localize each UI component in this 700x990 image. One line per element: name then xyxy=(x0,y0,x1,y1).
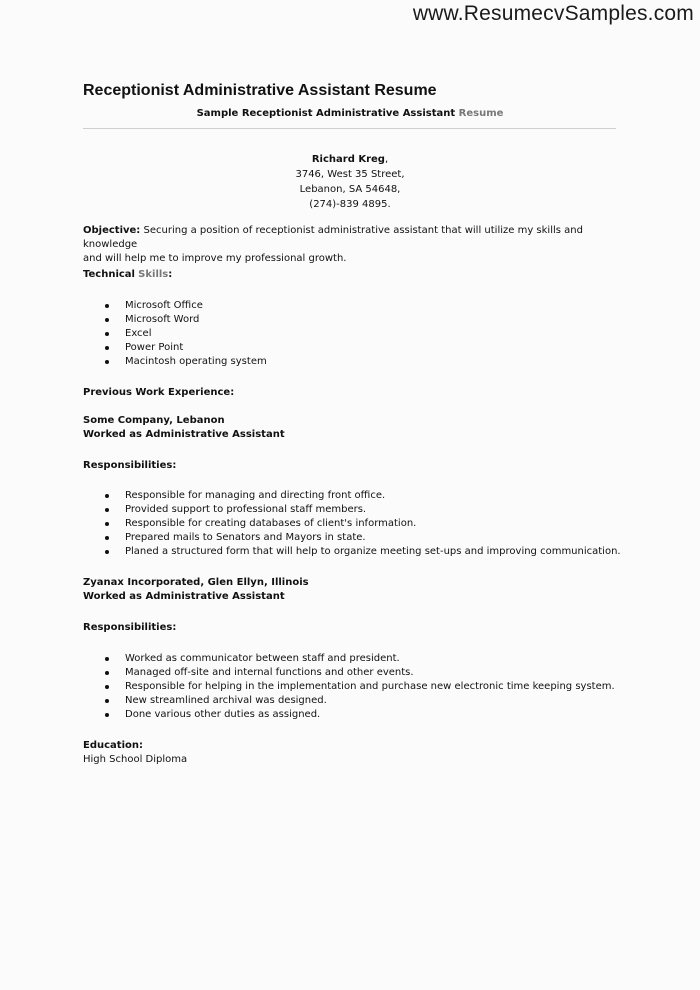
skills-label-c: : xyxy=(168,269,173,280)
bullet-icon xyxy=(105,332,109,336)
page-title: Receptionist Administrative Assistant Resume xyxy=(83,82,437,99)
list-item: Planed a structured form that will help to organize meeting set-ups and improving communication. xyxy=(83,545,617,559)
bullet-icon xyxy=(105,685,109,689)
objective-text-2: and will help me to improve my professional growth. xyxy=(83,253,347,264)
bullet-icon xyxy=(105,536,109,540)
list-item: Responsible for creating databases of client's information. xyxy=(83,517,617,531)
skills-heading xyxy=(83,268,617,282)
bullet-icon xyxy=(105,657,109,661)
bullet-icon xyxy=(105,550,109,554)
education-value: High School Diploma xyxy=(83,754,188,765)
list-item: Prepared mails to Senators and Mayors in state. xyxy=(83,531,617,545)
objective-text: Securing a position of receptionist administrative assistant that will utilize my skills and knowledge xyxy=(83,225,583,250)
education-label: Education: xyxy=(83,740,143,751)
subtitle-suffix: Resume xyxy=(458,108,504,119)
contact-name: Richard Kreg xyxy=(311,154,385,165)
bullet-icon xyxy=(105,304,109,308)
list-item: Microsoft Office xyxy=(83,299,617,313)
contact-name-line xyxy=(83,152,617,167)
contact-address-2: Lebanon, SA 54648, xyxy=(299,184,401,195)
list-item: Power Point xyxy=(83,341,617,355)
job-2-resp-list xyxy=(83,652,617,722)
list-item: New streamlined archival was designed. xyxy=(83,694,617,708)
bullet-icon xyxy=(105,346,109,350)
job-1-resp-label: Responsibilities: xyxy=(83,460,177,471)
contact-name-punct: , xyxy=(384,154,389,165)
skills-list xyxy=(83,299,617,369)
contact-phone: (274)-839 4895. xyxy=(309,199,391,210)
job-2-company: Zyanax Incorporated, Glen Ellyn, Illinois xyxy=(83,577,309,588)
experience-heading: Previous Work Experience: xyxy=(83,387,235,398)
site-watermark: www.ResumecvSamples.com xyxy=(412,2,694,25)
list-item: Worked as communicator between staff and president. xyxy=(83,652,617,666)
contact-address-1: 3746, West 35 Street, xyxy=(295,169,405,180)
bullet-icon xyxy=(105,318,109,322)
list-item: Responsible for helping in the implementation and purchase new electronic time keeping system. xyxy=(83,680,617,694)
objective-section xyxy=(83,224,617,266)
contact-block xyxy=(83,152,617,212)
list-item: Done various other duties as assigned. xyxy=(83,708,617,722)
job-1-company: Some Company, Lebanon xyxy=(83,415,225,426)
bullet-icon xyxy=(105,713,109,717)
job-1-role: Worked as Administrative Assistant xyxy=(83,429,285,440)
job-2-header xyxy=(83,576,617,604)
job-1-resp-list xyxy=(83,489,621,559)
list-item: Microsoft Word xyxy=(83,313,617,327)
bullet-icon xyxy=(105,699,109,703)
list-item: Responsible for managing and directing front office. xyxy=(83,489,617,503)
education-section xyxy=(83,739,617,767)
objective-label: Objective: xyxy=(83,225,141,236)
list-item: Provided support to professional staff members. xyxy=(83,503,617,517)
bullet-icon xyxy=(105,508,109,512)
list-item: Excel xyxy=(83,327,617,341)
bullet-icon xyxy=(105,494,109,498)
list-item: Managed off-site and internal functions and other events. xyxy=(83,666,617,680)
list-item: Macintosh operating system xyxy=(83,355,617,369)
skills-label-b: Skills xyxy=(138,269,169,280)
job-2-role: Worked as Administrative Assistant xyxy=(83,591,285,602)
bullet-icon xyxy=(105,671,109,675)
bullet-icon xyxy=(105,360,109,364)
page-subtitle xyxy=(83,108,617,119)
skills-label-a: Technical xyxy=(83,269,135,280)
job-2-resp-label: Responsibilities: xyxy=(83,622,177,633)
job-1-header xyxy=(83,414,617,442)
subtitle-main: Sample Receptionist Administrative Assistant xyxy=(196,108,456,119)
divider xyxy=(83,128,616,129)
bullet-icon xyxy=(105,522,109,526)
